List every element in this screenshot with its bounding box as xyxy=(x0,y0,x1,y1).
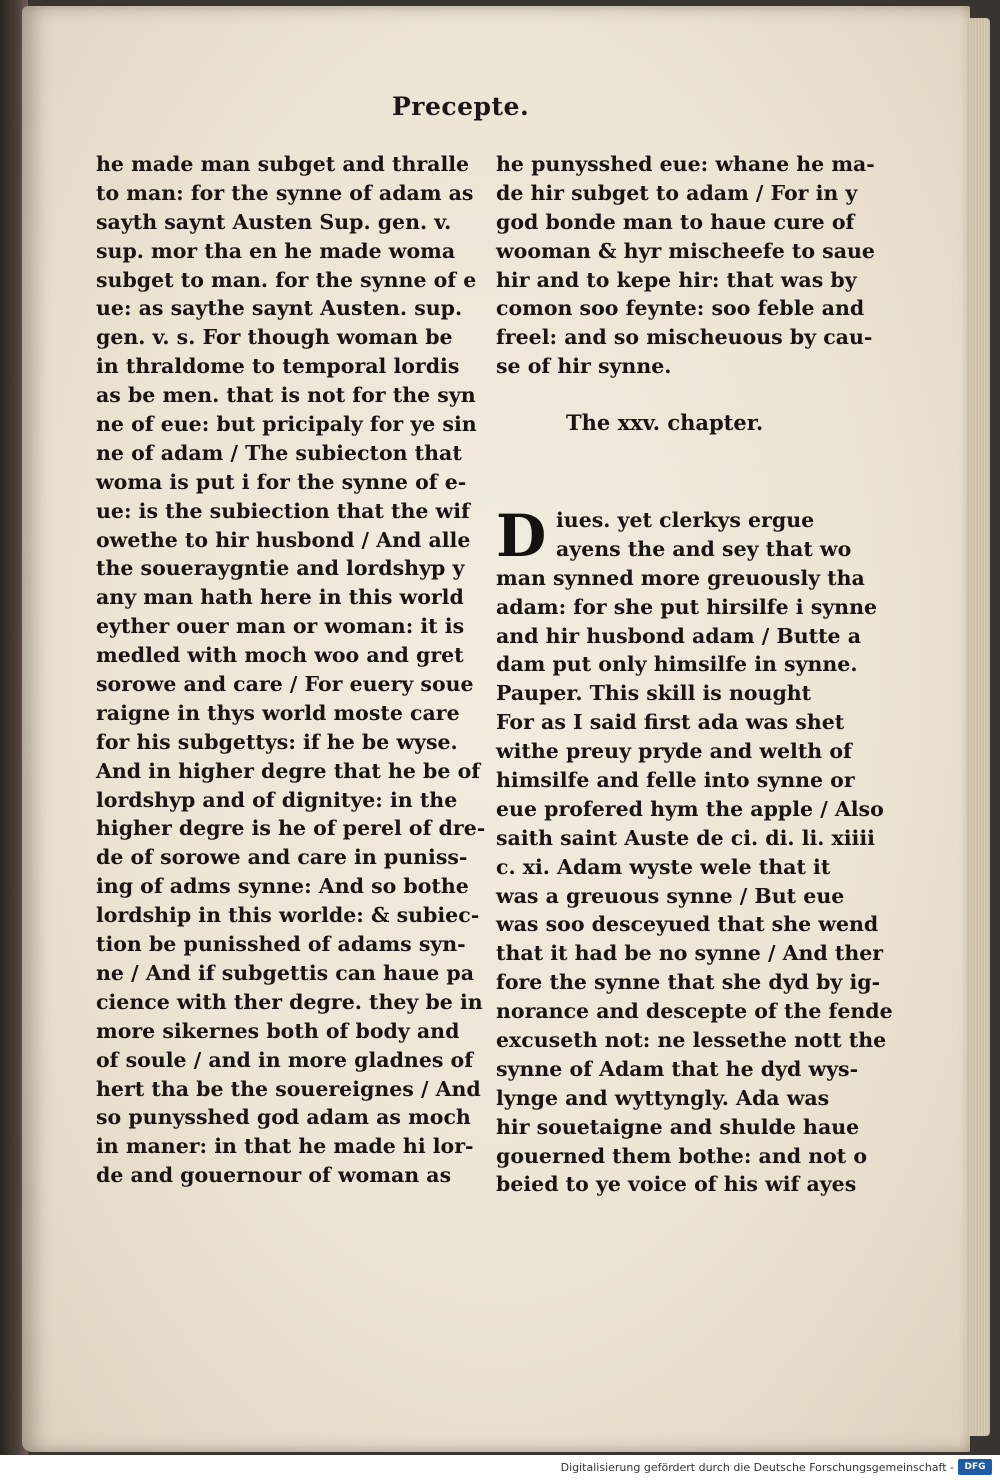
text-line: tion be punisshed of adams syn- xyxy=(96,932,466,957)
text-line: ue: as saythe saynt Austen. sup. xyxy=(96,296,463,321)
text-line: in maner: in that he made hi lor- xyxy=(96,1134,474,1159)
text-line: ne / And if subgettis can haue pa xyxy=(96,960,474,985)
right-text-column-body xyxy=(496,502,893,1199)
text-line: was a greuous synne / But eue xyxy=(496,883,845,908)
text-line: ue: is the subiection that the wif xyxy=(96,498,470,523)
left-text-column xyxy=(96,150,486,1190)
text-line: lynge and wyttyngly. Ada was xyxy=(496,1085,830,1110)
text-line: Pauper. This skill is nought xyxy=(496,681,812,706)
text-line: excuseth not: ne lessethe nott the xyxy=(496,1028,887,1053)
text-line: And in higher degre that he be of xyxy=(96,758,481,783)
text-line: so punysshed god adam as moch xyxy=(96,1105,471,1130)
chapter-heading: The xxv. chapter. xyxy=(566,410,764,435)
text-line: gen. v. s. For though woman be xyxy=(96,325,453,350)
text-line: woma is put i for the synne of e- xyxy=(96,469,467,494)
text-line: eyther ouer man or woman: it is xyxy=(96,614,465,639)
text-line: ne of eue: but pricipaly for ye sin xyxy=(96,412,477,437)
text-line: se of hir synne. xyxy=(496,354,672,379)
text-line: comon soo feynte: soo feble and xyxy=(496,296,865,321)
text-line: in thraldome to temporal lordis xyxy=(96,354,460,379)
text-line: hir and to kepe hir: that was by xyxy=(496,267,857,292)
text-line: fore the synne that she dyd by ig- xyxy=(496,970,881,995)
text-line: beied to ye voice of his wif ayes xyxy=(496,1172,857,1197)
text-line: god bonde man to haue cure of xyxy=(496,209,855,234)
text-line: subget to man. for the synne of e xyxy=(96,267,477,292)
text-line: de hir subget to adam / For in y xyxy=(496,180,858,205)
text-line: dam put only himsilfe in synne. xyxy=(496,652,858,677)
text-line: ing of adms synne: And so bothe xyxy=(96,874,469,899)
text-line: hert tha be the souereignes / And xyxy=(96,1076,481,1101)
text-line: cience with ther degre. they be in xyxy=(96,989,483,1014)
text-line: lordshyp and of dignitye: in the xyxy=(96,787,458,812)
text-line: more sikernes both of body and xyxy=(96,1018,460,1043)
text-line: For as I said first ada was shet xyxy=(496,710,845,735)
text-line: was soo desceyued that she wend xyxy=(496,912,879,937)
text-line: sup. mor tha en he made woma xyxy=(96,238,456,263)
text-line: withe preuy pryde and welth of xyxy=(496,739,852,764)
text-line: medled with moch woo and gret xyxy=(96,643,464,668)
text-line: saith saint Auste de ci. di. li. xiiii xyxy=(496,825,875,850)
text-line: he made man subget and thralle xyxy=(96,152,470,176)
dfg-logo: DFG xyxy=(958,1459,992,1475)
text-line: sorowe and care / For euery soue xyxy=(96,672,474,697)
text-line: eue profered hym the apple / Also xyxy=(496,796,884,821)
text-line: of soule / and in more gladnes of xyxy=(96,1047,474,1072)
text-line: adam: for she put hirsilfe i synne xyxy=(496,594,878,619)
text-line: lordship in this worlde: & subiec- xyxy=(96,903,480,928)
text-line: hir souetaigne and shulde haue xyxy=(496,1114,860,1139)
text-line: de of sorowe and care in puniss- xyxy=(96,845,468,870)
text-line: any man hath here in this world xyxy=(96,585,464,610)
text-line: c. xi. Adam wyste wele that it xyxy=(496,854,831,879)
text-line: gouerned them bothe: and not o xyxy=(496,1143,868,1168)
footer-credit: Digitalisierung gefördert durch die Deutsche Forschungsgemeinschaft - xyxy=(560,1461,954,1474)
text-line: wooman & hyr mischeefe to saue xyxy=(496,238,875,263)
text-line: sayth saynt Austen Sup. gen. v. xyxy=(96,209,452,234)
text-line: de and gouernour of woman as xyxy=(96,1163,452,1188)
text-line: as be men. that is not for the syn xyxy=(96,383,476,408)
right-text-column-top xyxy=(496,150,875,381)
text-line: owethe to hir husbond / And alle xyxy=(96,527,471,552)
text-line: himsilfe and felle into synne or xyxy=(496,768,855,793)
text-line: synne of Adam that he dyd wys- xyxy=(496,1056,859,1081)
text-line: ayens the and sey that wo xyxy=(556,536,852,561)
text-line: man synned more greuously tha xyxy=(496,565,865,590)
text-line: for his subgettys: if he be wyse. xyxy=(96,729,458,754)
running-head: Precepte. xyxy=(392,92,530,121)
text-line: to man: for the synne of adam as xyxy=(96,180,474,205)
text-line: raigne in thys world moste care xyxy=(96,700,460,725)
text-line: the soueraygntie and lordshyp y xyxy=(96,556,465,581)
text-line: that it had be no synne / And ther xyxy=(496,941,884,966)
text-line: iues. yet clerkys ergue xyxy=(556,508,815,532)
drop-initial: D xyxy=(496,502,547,570)
text-line: norance and descepte of the fende xyxy=(496,999,893,1024)
text-line: freel: and so mischeuous by cau- xyxy=(496,325,873,350)
text-line: and hir husbond adam / Butte a xyxy=(496,623,862,648)
text-line: higher degre is he of perel of dre- xyxy=(96,816,486,841)
text-line: he punysshed eue: whane he ma- xyxy=(496,152,875,176)
page-fore-edge xyxy=(966,18,990,1436)
text-line: ne of adam / The subiecton that xyxy=(96,440,462,465)
